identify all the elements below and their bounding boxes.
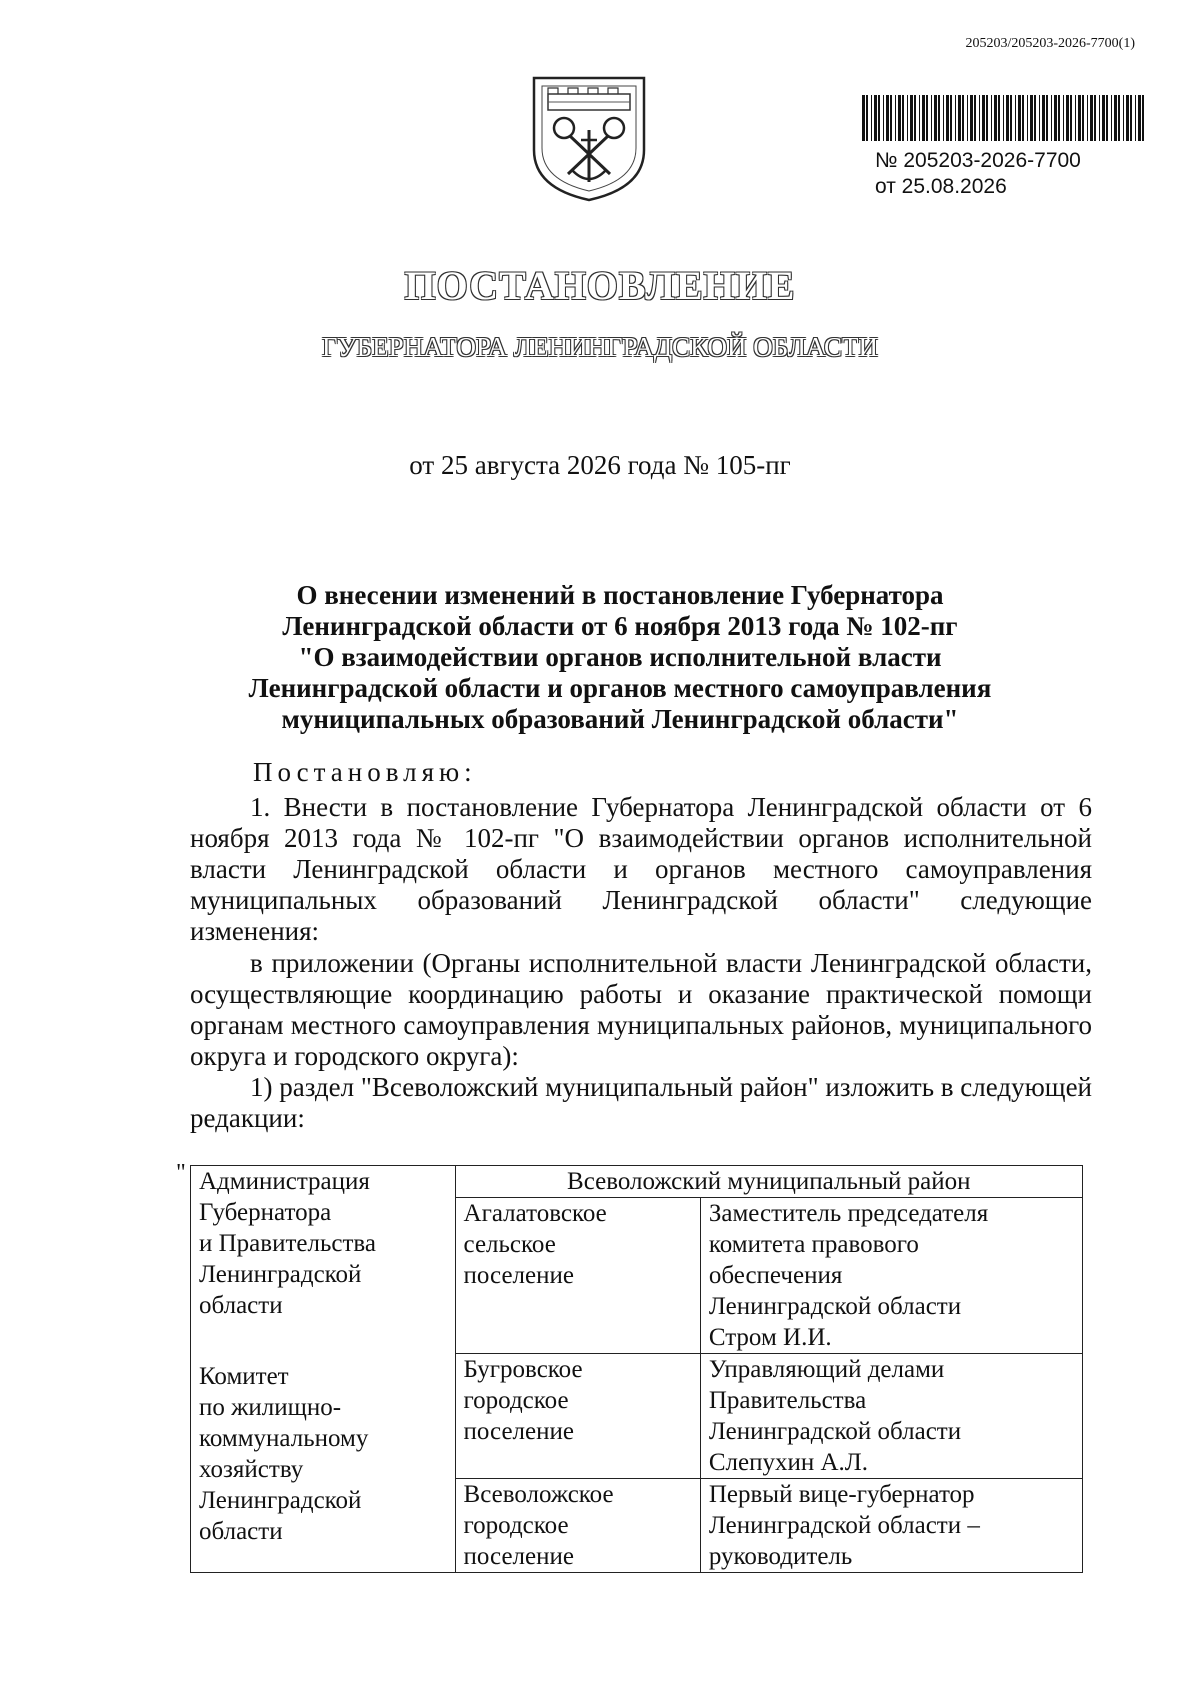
official-cell — [700, 1354, 1082, 1479]
heading-line: муниципальных образований Ленинградской области" — [281, 704, 959, 734]
official-line: комитета правового — [708, 1231, 919, 1258]
official-cell — [700, 1198, 1082, 1354]
decree-heading — [190, 580, 1050, 735]
official-line: Ленинградской области – — [708, 1512, 980, 1539]
official-line: Правительства — [708, 1387, 867, 1414]
official-line: Стром И.И. — [708, 1324, 832, 1351]
settlement-line: поселение — [463, 1262, 574, 1289]
coordinator-line: Комитет — [199, 1363, 289, 1390]
coordinator-line: области — [199, 1518, 283, 1545]
settlement-line: поселение — [463, 1418, 574, 1445]
paragraph-1 — [190, 792, 1092, 947]
document-title: ПОСТАНОВЛЕНИЕ — [404, 263, 796, 308]
heading-line: О внесении изменений в постановление Губернатора — [296, 580, 944, 610]
official-line: Заместитель председателя — [708, 1200, 989, 1227]
coordinator-line: Ленинградской — [199, 1261, 362, 1288]
registration-number: № 205203-2026-7700 — [875, 149, 1081, 172]
district-header: Всеволожский муниципальный район — [455, 1166, 1082, 1198]
decree-date-number: от 25 августа 2026 года № 105-пг — [409, 450, 791, 480]
coordinator-cell — [191, 1166, 456, 1573]
heading-line: Ленинградской области и органов местного самоуправления — [248, 673, 992, 703]
official-line: Первый вице-губернатор — [708, 1481, 975, 1508]
coordinator-line: хозяйству — [199, 1456, 304, 1483]
official-line: Ленинградской области — [708, 1293, 962, 1320]
coat-of-arms-emblem — [528, 70, 650, 209]
settlement-line: Бугровское — [463, 1356, 583, 1383]
decree-word: Постановляю: — [253, 757, 477, 787]
official-line: Управляющий делами — [708, 1356, 945, 1383]
settlement-line: сельское — [463, 1231, 556, 1258]
paragraph-2-text: в приложении (Органы исполнительной власти Ленинградской области, осуществляющие координацию работы и оказание практической помощи органам местного самоуправления муниципальных районов, муниципального округа и городского округа): — [190, 948, 1092, 1071]
coordinator-line: и Правительства — [199, 1230, 376, 1257]
settlement-cell — [455, 1198, 700, 1354]
coordinator-line: по жилищно- — [199, 1394, 342, 1421]
table-open-quote: " — [176, 1160, 186, 1186]
coordinator-line: Губернатора — [199, 1199, 332, 1226]
official-cell — [700, 1479, 1082, 1573]
official-line: руководитель — [708, 1543, 853, 1570]
heading-line: Ленинградской области от 6 ноября 2013 года № 102-пг — [282, 611, 958, 641]
official-line: обеспечения — [708, 1262, 843, 1289]
coordinator-line: коммунальному — [199, 1425, 369, 1452]
settlement-line: городское — [463, 1512, 569, 1539]
paragraph-3-text: 1) раздел "Всеволожский муниципальный район" изложить в следующей редакции: — [190, 1072, 1092, 1133]
document-id: 205203/205203-2026-7700(1) — [965, 36, 1135, 51]
settlement-line: поселение — [463, 1543, 574, 1570]
official-line: Слепухин А.Л. — [708, 1449, 868, 1476]
district-table — [190, 1165, 1083, 1573]
settlement-cell — [455, 1479, 700, 1573]
coordinator-line: области — [199, 1292, 283, 1319]
registration-date: от 25.08.2026 — [875, 175, 1007, 198]
barcode — [860, 95, 1150, 146]
document-subtitle: ГУБЕРНАТОРА ЛЕНИНГРАДСКОЙ ОБЛАСТИ — [321, 332, 879, 362]
heading-line: "О взаимодействии органов исполнительной власти — [298, 642, 942, 672]
settlement-cell — [455, 1354, 700, 1479]
coordinator-line: Администрация — [199, 1168, 370, 1195]
table-row — [191, 1166, 1083, 1198]
settlement-line: Всеволожское — [463, 1481, 614, 1508]
paragraph-3 — [190, 1072, 1092, 1134]
coordinator-line: Ленинградской — [199, 1487, 362, 1514]
paragraph-1-text: 1. Внести в постановление Губернатора Ленинградской области от 6 ноября 2013 года № 102-пг "О взаимодействии органов исполнительной власти Ленинградской области и органов местного самоуправления муниципальных образований Ленинградской области" следующие изменения: — [190, 792, 1092, 946]
settlement-line: городское — [463, 1387, 569, 1414]
coat-of-arms-icon — [528, 70, 650, 204]
settlement-line: Агалатовское — [463, 1200, 607, 1227]
paragraph-2 — [190, 948, 1092, 1072]
official-line: Ленинградской области — [708, 1418, 962, 1445]
